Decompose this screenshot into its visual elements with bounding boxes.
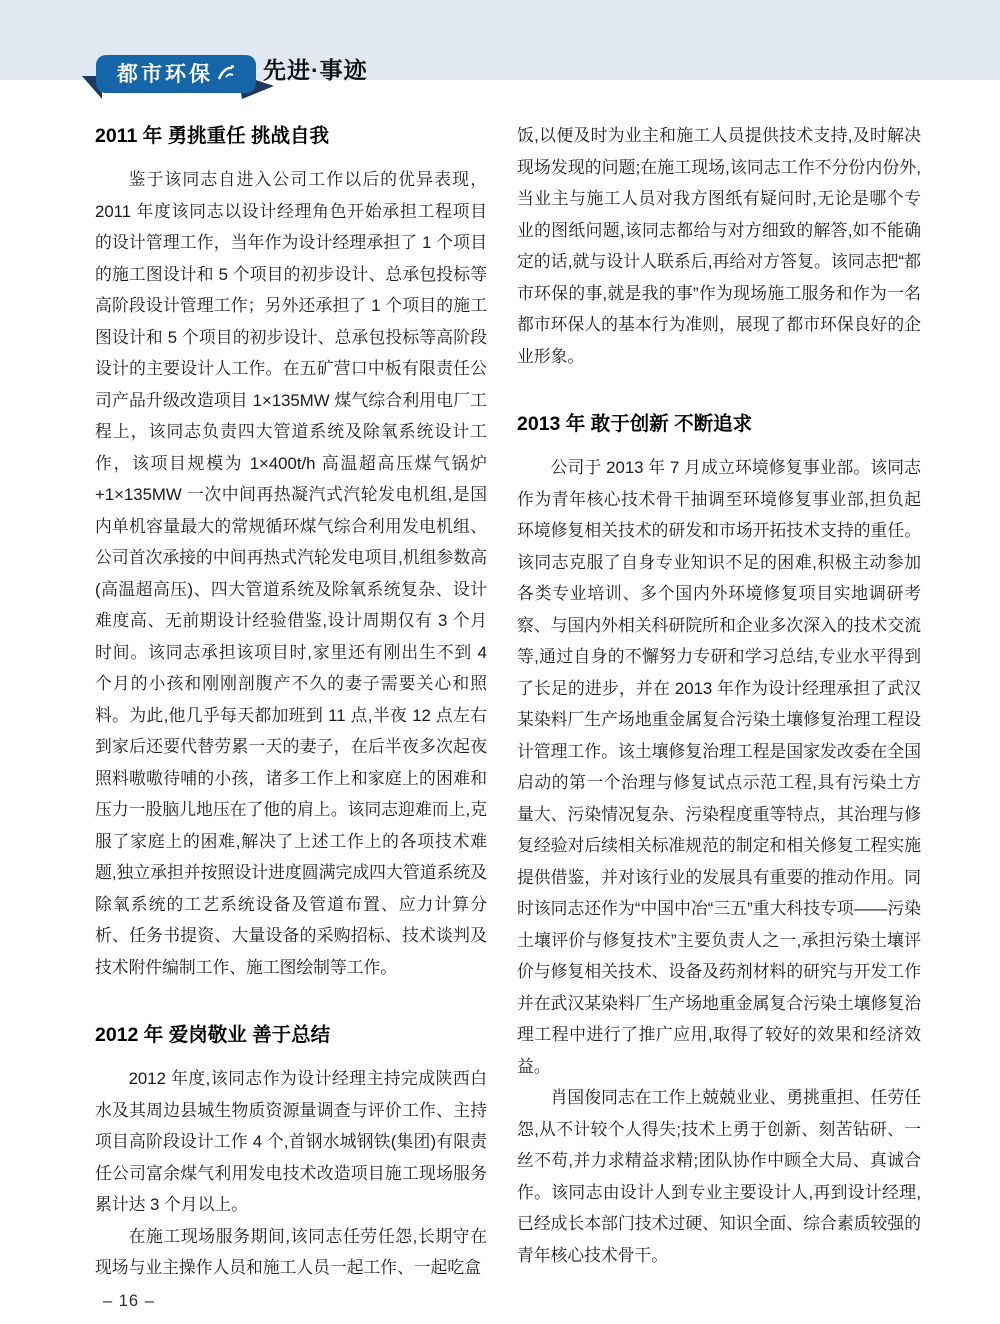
heading-2013: 2013 年 敢于创新 不断追求	[517, 413, 753, 435]
paragraph-summary: 肖国俊同志在工作上兢兢业业、勇挑重担、任劳任怨,从不计较个人得失;技术上勇于创新、刻苦钻研、一丝不苟,并力求精益求精;团队协作中顾全大局、真诚合作。该同志由设计人到专业主要设计人,再到设计经理,已经成长本部门技术过硬、知识全面、综合素质较强的青年核心技术骨干。	[517, 1088, 921, 1265]
heading-2011: 2011 年 勇挑重任 挑战自我	[95, 125, 330, 147]
left-column	[95, 120, 487, 1284]
paragraph-2011: 鉴于该同志自进入公司工作以后的优异表现，2011 年度该同志以设计经理角色开始承担工程项目的设计管理工作，当年作为设计经理承担了 1 个项目的施工图设计和 5 个项目的初步设计、总承包投标等高阶段设计管理工作；另外还承担了 1 个项目的施工图设计和 5 个项目的初步设计、总承包投标等高阶段设计的主要设计人工作。在五矿营口中板有限责任公司产品升级改造项目 1×135MW 煤气综合利用电厂工程上，该同志负责四大管道系统及除氧系统设计工作，该项目规模为 1×400t/h 高温超高压煤气锅炉+1×135MW 一次中间再热凝汽式汽轮发电机组,是国内单机容量最大的常规循环煤气综合利用发电机组、公司首次承接的中间再热式汽轮发电项目,机组参数高(高温超高压)、四大管道系统及除氧系统复杂、设计难度高、无前期设计经验借鉴,设计周期仅有 3 个月时间。该同志承担该项目时,家里还有刚出生不到 4 个月的小孩和刚刚剖腹产不久的妻子需要关心和照料。为此,他几乎每天都加班到 11 点,半夜 12 点左右到家后还要代替劳累一天的妻子，在后半夜多次起夜照料嗷嗷待哺的小孩，诸多工作上和家庭上的困难和压力一股脑儿地压在了他的肩上。该同志迎难而上,克服了家庭上的困难,解决了上述工作上的各项技术难题,独立承担并按照设计进度圆满完成四大管道系统及除氧系统的工艺系统设备及管道布置、应力计算分析、任务书提资、大量设备的采购招标、技术谈判及技术附件编制工作、施工图绘制等工作。	[95, 170, 487, 977]
section-label: 先进·事迹	[263, 57, 368, 83]
paragraph-2012-b: 在施工现场服务期间,该同志任劳任怨,长期守在现场与业主操作人员和施工人员一起工作、一起吃盒	[95, 1226, 487, 1277]
brand-logo-text: 都市环保	[117, 62, 213, 86]
right-column	[517, 120, 921, 1284]
paragraph-2012-continued: 饭,以便及时为业主和施工人员提供技术支持,及时解决现场发现的问题;在施工现场,该同志工作不分份内份外,当业主与施工人员对我方图纸有疑问时,无论是哪个专业的图纸问题,该同志都给与对方细致的解答,如不能确定的话,就与设计人联系后,再给对方答复。该同志把“都市环保的事,就是我的事”作为现场施工服务和作为一名都市环保人的基本行为准则，展现了都市环保良好的企业形象。	[517, 126, 921, 366]
article-body	[95, 120, 921, 1284]
heading-2012: 2012 年 爱岗敬业 善于总结	[95, 1024, 331, 1046]
paragraph-2012-a: 2012 年度,该同志作为设计经理主持完成陕西白水及其周边县城生物质资源量调查与评价工作、主持项目高阶段设计工作 4 个,首钢水城钢铁(集团)有限责任公司富余煤气利用发电技术改造项目施工现场服务累计达 3 个月以上。	[95, 1069, 487, 1214]
logo-swoosh-icon	[217, 63, 235, 85]
paragraph-2013: 公司于 2013 年 7 月成立环境修复事业部。该同志作为青年核心技术骨干抽调至环境修复事业部,担负起环境修复相关技术的研发和市场开拓技术支持的重任。该同志克服了自身专业知识不足的困难,积极主动参加各类专业培训、多个国内外环境修复项目实地调研考察、与国内外相关科研院所和企业多次深入的技术交流等,通过自身的不懈努力专研和学习总结,专业水平得到了长足的进步，并在 2013 年作为设计经理承担了武汉某染料厂生产场地重金属复合污染土壤修复治理工程设计管理工作。该土壤修复治理工程是国家发改委在全国启动的第一个治理与修复试点示范工程,具有污染土方量大、污染情况复杂、污染程度重等特点，其治理与修复经验对后续相关标准规范的制定和相关修复工程实施提供借鉴，并对该行业的发展具有重要的推动作用。同时该同志还作为“中国中冶“三五”重大科技专项——污染土壤评价与修复技术”主要负责人之一,承担污染土壤评价与修复相关技术、设备及药剂材料的研究与开发工作并在武汉某染料厂生产场地重金属复合污染土壤修复治理工程中进行了推广应用,取得了较好的效果和经济效益。	[517, 458, 921, 1076]
page-number: – 16 –	[103, 1292, 155, 1310]
brand-logo	[100, 58, 252, 90]
